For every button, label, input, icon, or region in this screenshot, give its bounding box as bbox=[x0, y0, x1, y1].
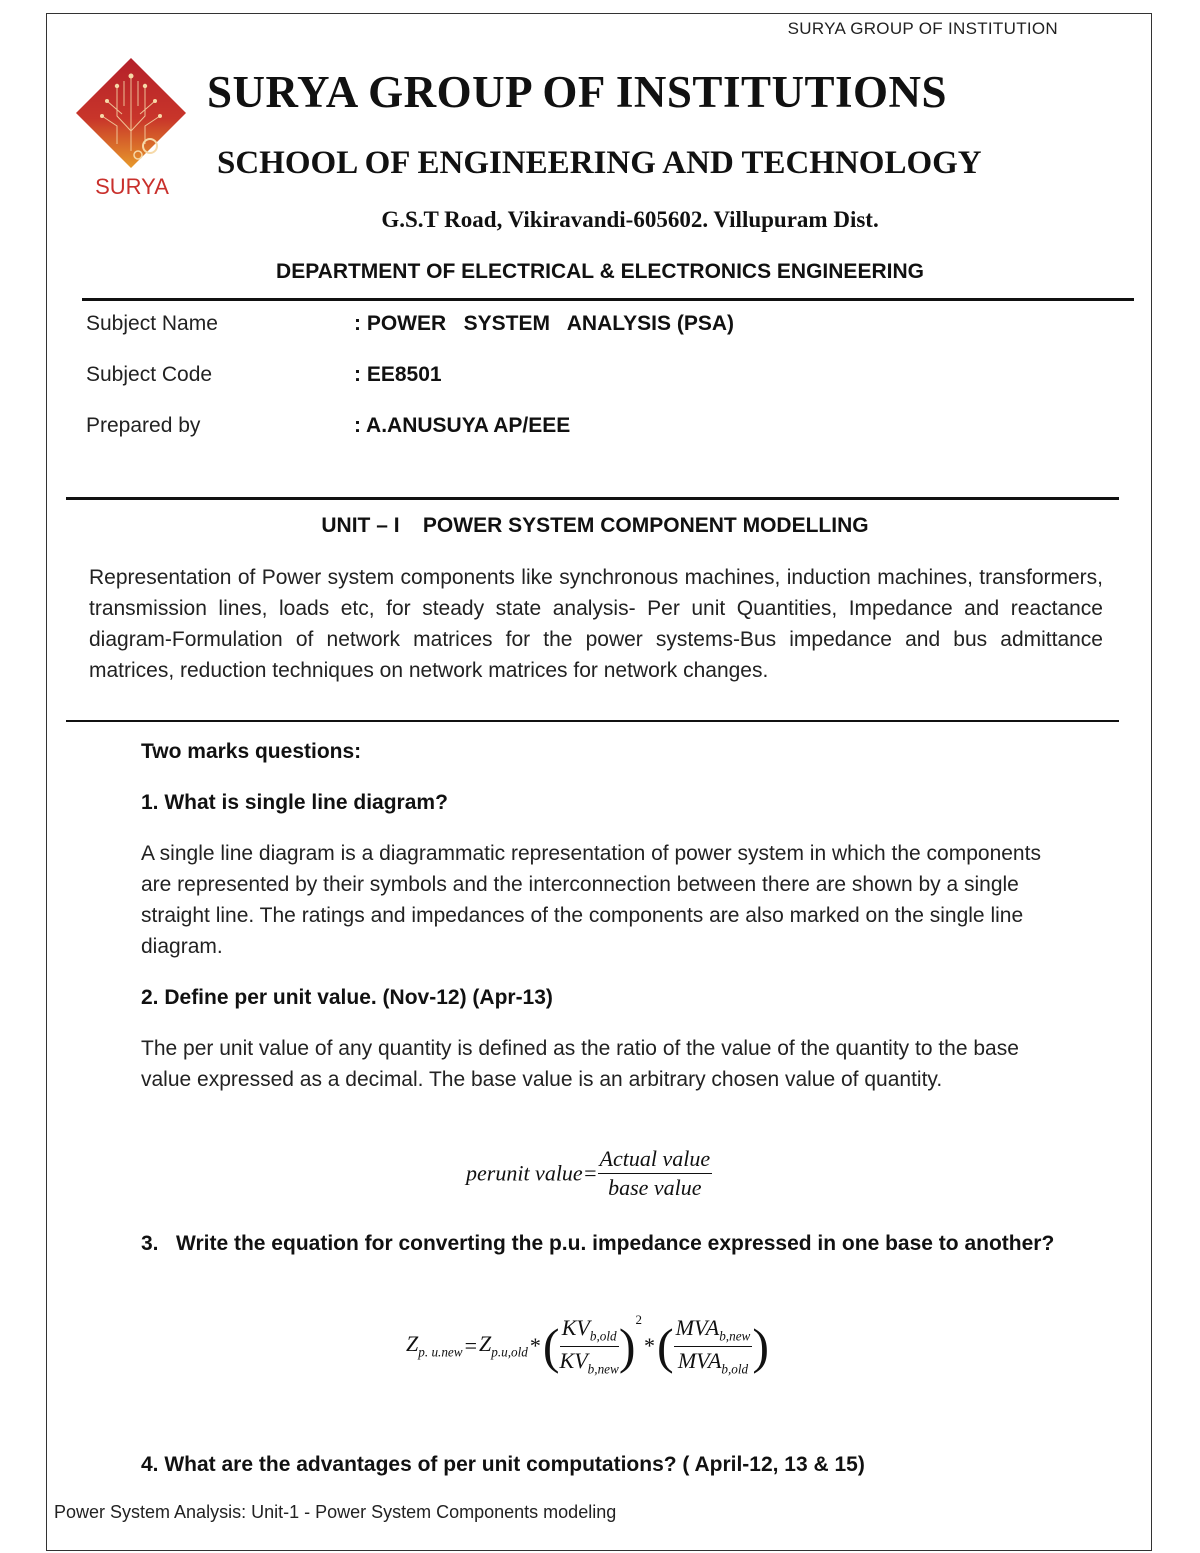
exponent: 2 bbox=[635, 1312, 642, 1327]
subject-code-value: : EE8501 bbox=[354, 363, 442, 386]
subject-name-label: Subject Name bbox=[86, 312, 218, 335]
left-paren: ( bbox=[656, 1318, 674, 1374]
question-4 bbox=[141, 1453, 1057, 1477]
equals-sign: = bbox=[464, 1333, 477, 1358]
z-new: $Z_{p. u.new}$ bbox=[406, 1331, 463, 1360]
unit-syllabus: Representation of Power system components like synchronous machines, induction machines, transformers, transmission lines, loads etc, for steady state analysis- Per unit Quantities, Impedance and reactance diagram-Formulation of network matrices for the power systems-Bus impedance and bus admittance matrices, reduction techniques on network matrices for network changes. bbox=[89, 566, 1103, 682]
formula-numerator: Actual value bbox=[598, 1146, 713, 1174]
answer-1-text: A single line diagram is a diagrammatic representation of power system in which the components are represented by their symbols and the interconnection between there are shown by a single straight line. The ratings and impedances of the components are also marked on the single line diagram. bbox=[141, 842, 1041, 958]
address: G.S.T Road, Vikiravandi-605602. Villupuram Dist. bbox=[381, 207, 879, 232]
divider bbox=[66, 720, 1119, 722]
impedance-conversion-formula bbox=[406, 1306, 769, 1386]
z-old: $Z_{p.u,old}$ bbox=[479, 1331, 528, 1360]
school-title: SCHOOL OF ENGINEERING AND TECHNOLOGY bbox=[217, 145, 982, 181]
question-2-title: 2. Define per unit value. (Nov-12) (Apr-13) bbox=[141, 986, 553, 1009]
mva-ratio: $\frac{MVA_{b,new}}{MVA_{b,old}}$ bbox=[675, 1315, 751, 1376]
question-1-title: 1. What is single line diagram? bbox=[141, 791, 448, 814]
institution-title: SURYA GROUP OF INSTITUTIONS bbox=[207, 67, 948, 117]
subject-code-label: Subject Code bbox=[86, 363, 213, 386]
right-paren: ) bbox=[618, 1318, 636, 1374]
logo-text: SURYA bbox=[95, 174, 169, 199]
multiply-sign: * bbox=[529, 1333, 541, 1358]
answer-2 bbox=[141, 1033, 1051, 1095]
right-paren: ) bbox=[752, 1318, 769, 1374]
question-3-title: 3. Write the equation for converting the p.u. impedance expressed in one base to another? bbox=[141, 1232, 1055, 1255]
multiply-sign: * bbox=[643, 1333, 655, 1358]
divider bbox=[82, 298, 1134, 301]
kv-ratio: $\frac{KV_{b,old}}{KV_{b,new}}$ bbox=[559, 1315, 619, 1376]
prepared-by-label: Prepared by bbox=[86, 414, 201, 437]
divider bbox=[66, 497, 1119, 500]
surya-logo bbox=[72, 56, 190, 206]
questions-heading: Two marks questions: bbox=[141, 740, 362, 763]
per-unit-formula bbox=[466, 1146, 712, 1201]
department-title: DEPARTMENT OF ELECTRICAL & ELECTRONICS ENGINEERING bbox=[276, 260, 924, 283]
formula-denominator: base value bbox=[608, 1175, 702, 1200]
running-header: SURYA GROUP OF INSTITUTION bbox=[787, 19, 1058, 38]
question-4-title: 4. What are the advantages of per unit computations? ( April-12, 13 & 15) bbox=[141, 1453, 865, 1476]
answer-2-text: The per unit value of any quantity is defined as the ratio of the value of the quantity to the base value expressed as a decimal. The base value is an arbitrary chosen value of quantity. bbox=[141, 1037, 1019, 1091]
questions-heading-wrap bbox=[141, 740, 1057, 764]
question-3 bbox=[141, 1228, 1057, 1259]
subject-name-value: : POWER SYSTEM ANALYSIS (PSA) bbox=[354, 312, 734, 335]
page-footer: Power System Analysis: Unit-1 - Power System Components modeling bbox=[54, 1502, 617, 1522]
formula-fraction bbox=[598, 1146, 713, 1201]
unit-title: UNIT – I POWER SYSTEM COMPONENT MODELLING bbox=[321, 514, 869, 537]
question-2 bbox=[141, 986, 1057, 1010]
answer-1 bbox=[141, 838, 1057, 962]
prepared-by-value: : A.ANUSUYA AP/EEE bbox=[354, 414, 571, 437]
left-paren: ( bbox=[542, 1318, 560, 1374]
formula-lhs: perunit value= bbox=[466, 1160, 598, 1186]
question-1 bbox=[141, 791, 1057, 815]
